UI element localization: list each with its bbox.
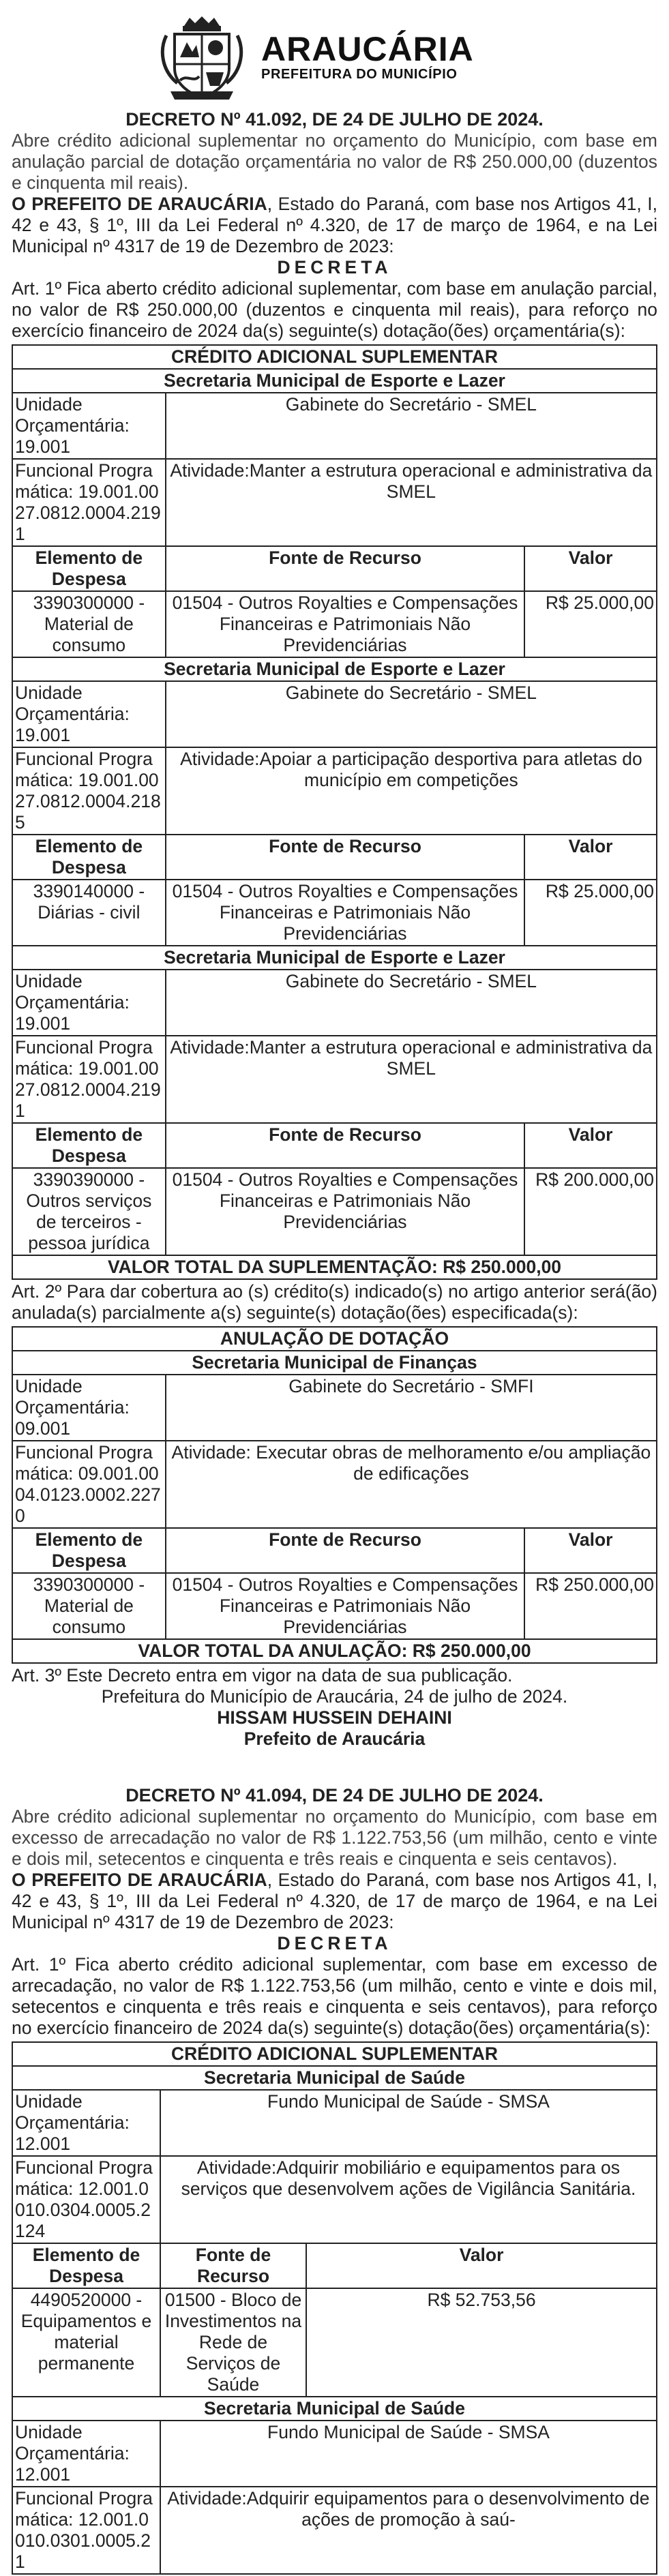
col-fonte: Fonte de Recurso (166, 835, 524, 880)
elemento-cell: 3390300000 - Material de consumo (12, 591, 166, 657)
unidade-label: Unidade Orçamentária: 19.001 (12, 970, 166, 1036)
funcional-label: Funcional Programática: 12.001.0010.0301.0005.21 (12, 2487, 160, 2574)
funcional-value: Atividade: Executar obras de melhoramento e/ou ampliação de edificações (166, 1441, 657, 1528)
unidade-value: Gabinete do Secretário - SMEL (166, 681, 657, 747)
secretaria-row: Secretaria Municipal de Saúde (12, 2066, 657, 2090)
preamble-authority: O PREFEITO DE ARAUCÁRIA (12, 1870, 267, 1890)
unidade-label: Unidade Orçamentária: 12.001 (12, 2421, 160, 2487)
col-fonte: Fonte de Recurso (166, 1123, 524, 1168)
elemento-cell: 3390140000 - Diárias - civil (12, 880, 166, 946)
unidade-label: Unidade Orçamentária: 19.001 (12, 681, 166, 747)
secretaria-row: Secretaria Municipal de Finanças (12, 1351, 657, 1375)
secretaria-row: Secretaria Municipal de Esporte e Lazer (12, 657, 657, 681)
article-1: Art. 1º Fica aberto crédito adicional suplementar, com base em anulação parcial, no valor de R$ 250.000,00 (duzentos e cinquenta mil reais), para reforço no exercício financeiro de 2024 da(s) seguinte(s) dotação(ões) orçamentária(s): (12, 278, 657, 341)
col-elemento: Elemento de Despesa (12, 1528, 166, 1573)
table-title: CRÉDITO ADICIONAL SUPLEMENTAR (12, 345, 657, 369)
total-row: VALOR TOTAL DA ANULAÇÃO: R$ 250.000,00 (12, 1639, 657, 1663)
fonte-cell: 01500 - Bloco de Investimentos na Rede de Serviços de Saúde (160, 2288, 306, 2397)
table-title: ANULAÇÃO DE DOTAÇÃO (12, 1327, 657, 1351)
unidade-label: Unidade Orçamentária: 09.001 (12, 1375, 166, 1441)
col-valor: Valor (524, 546, 657, 591)
secretaria-row: Secretaria Municipal de Esporte e Lazer (12, 946, 657, 970)
unidade-value: Gabinete do Secretário - SMFI (166, 1375, 657, 1441)
signer-name: HISSAM HUSSEIN DEHAINI (217, 1707, 452, 1728)
funcional-label: Funcional Programática: 19.001.0027.0812.0004.2191 (12, 459, 166, 546)
decreta-heading: DECRETA (277, 1933, 392, 1953)
decreta-heading: DECRETA (277, 257, 392, 278)
credit-table (12, 344, 657, 1280)
letterhead (0, 0, 669, 109)
brand-subtitle: PREFEITURA DO MUNICÍPIO (261, 67, 458, 82)
brand (261, 31, 474, 82)
unidade-label: Unidade Orçamentária: 12.001 (12, 2090, 160, 2156)
annulment-table (12, 1326, 657, 1664)
fonte-cell: 01504 - Outros Royalties e Compensações Financeiras e Patrimoniais Não Previdenciárias (166, 1168, 524, 1255)
col-valor: Valor (306, 2243, 657, 2288)
funcional-value: Atividade:Adquirir mobiliário e equipamentos para os serviços que desenvolvem ações de Vigilância Sanitária. (160, 2156, 657, 2243)
elemento-cell: 4490520000 - Equipamentos e material permanente (12, 2288, 160, 2397)
preamble-text: , Estado do Paraná, com base nos Artigos 41, I, 42 e 43, § 1º, III da Lei Federal nº 4.320, de 17 de março de 1964, e na Lei Municipal nº 4317 de 19 de Dezembro de 2023: (12, 1870, 658, 1932)
unidade-value: Gabinete do Secretário - SMEL (166, 970, 657, 1036)
col-valor: Valor (524, 1123, 657, 1168)
place-date: Prefeitura do Município de Araucária, 24 de julho de 2024. (101, 1686, 568, 1707)
preamble-authority: O PREFEITO DE ARAUCÁRIA (12, 194, 267, 214)
fonte-cell: 01504 - Outros Royalties e Compensações Financeiras e Patrimoniais Não Previdenciárias (166, 880, 524, 946)
unidade-value: Fundo Municipal de Saúde - SMSA (160, 2090, 657, 2156)
fonte-cell: 01504 - Outros Royalties e Compensações Financeiras e Patrimoniais Não Previdenciárias (166, 1573, 524, 1639)
fonte-cell: 01504 - Outros Royalties e Compensações Financeiras e Patrimoniais Não Previdenciárias (166, 591, 524, 657)
col-elemento: Elemento de Despesa (12, 1123, 166, 1168)
funcional-label: Funcional Programática: 09.001.0004.0123.0002.2270 (12, 1441, 166, 1528)
article-3: Art. 3º Este Decreto entra em vigor na data de sua publicação. (12, 1665, 513, 1686)
valor-cell: R$ 200.000,00 (524, 1168, 657, 1255)
coat-of-arms-icon (157, 15, 247, 102)
col-elemento: Elemento de Despesa (12, 2243, 160, 2288)
valor-cell: R$ 25.000,00 (524, 880, 657, 946)
col-valor: Valor (524, 835, 657, 880)
col-valor: Valor (524, 1528, 657, 1573)
col-elemento: Elemento de Despesa (12, 835, 166, 880)
decree-title: DECRETO Nº 41.092, DE 24 DE JULHO DE 2024. (125, 109, 544, 130)
decree-title: DECRETO Nº 41.094, DE 24 DE JULHO DE 2024. (125, 1785, 544, 1806)
secretaria-row: Secretaria Municipal de Esporte e Lazer (12, 369, 657, 393)
funcional-value: Atividade:Manter a estrutura operacional e administrativa da SMEL (166, 1036, 657, 1123)
unidade-value: Gabinete do Secretário - SMEL (166, 393, 657, 459)
unidade-label: Unidade Orçamentária: 19.001 (12, 393, 166, 459)
col-fonte: Fonte de Recurso (160, 2243, 306, 2288)
funcional-label: Funcional Programática: 19.001.0027.0812.0004.2191 (12, 1036, 166, 1123)
table-title: CRÉDITO ADICIONAL SUPLEMENTAR (12, 2042, 657, 2066)
credit-table (12, 2041, 657, 2575)
elemento-cell: 3390300000 - Material de consumo (12, 1573, 166, 1639)
funcional-value: Atividade:Apoiar a participação desportiva para atletas do município em competições (166, 747, 657, 835)
unidade-value: Fundo Municipal de Saúde - SMSA (160, 2421, 657, 2487)
valor-cell: R$ 25.000,00 (524, 591, 657, 657)
funcional-value: Atividade:Manter a estrutura operacional e administrativa da SMEL (166, 459, 657, 546)
funcional-label: Funcional Programática: 19.001.0027.0812.0004.2185 (12, 747, 166, 835)
decree-preamble (12, 194, 657, 257)
article-1: Art. 1º Fica aberto crédito adicional suplementar, com base em excesso de arrecadação, no valor de R$ 1.122.753,56 (um milhão, cento e vinte e dois mil, setecentos e cinquenta e três reais e cinquenta e seis centavos), para reforço no exercício financeiro de 2024 da(s) seguinte(s) dotação(ões) orçamentária(s): (12, 1954, 657, 2038)
decree-preamble (12, 1870, 657, 1933)
total-row: VALOR TOTAL DA SUPLEMENTAÇÃO: R$ 250.000,00 (12, 1255, 657, 1279)
preamble-text: , Estado do Paraná, com base nos Artigos 41, I, 42 e 43, § 1º, III da Lei Federal nº 4.320, de 17 de março de 1964, e na Lei Municipal nº 4317 de 19 de Dezembro de 2023: (12, 194, 658, 256)
col-fonte: Fonte de Recurso (166, 546, 524, 591)
col-fonte: Fonte de Recurso (166, 1528, 524, 1573)
decree-ementa: Abre crédito adicional suplementar no orçamento do Município, com base em excesso de arrecadação no valor de R$ 1.122.753,56 (um milhão, cento e vinte e dois mil, setecentos e cinquenta e três reais e cinquenta e seis centavos). (12, 1806, 657, 1869)
valor-cell: R$ 250.000,00 (524, 1573, 657, 1639)
valor-cell: R$ 52.753,56 (306, 2288, 657, 2397)
secretaria-row: Secretaria Municipal de Saúde (12, 2397, 657, 2421)
col-elemento: Elemento de Despesa (12, 546, 166, 591)
funcional-label: Funcional Programática: 12.001.0010.0304.0005.2124 (12, 2156, 160, 2243)
funcional-value: Atividade:Adquirir equipamentos para o desenvolvimento de ações de promoção à saú- (160, 2487, 657, 2574)
signer-role: Prefeito de Araucária (243, 1728, 426, 1749)
article-2: Art. 2º Para dar cobertura ao (s) crédito(s) indicado(s) no artigo anterior será(ão) anulada(s) parcialmente a(s) seguinte(s) dotação(ões) especificada(s): (12, 1281, 657, 1323)
document-body (0, 109, 669, 2575)
decree-ementa: Abre crédito adicional suplementar no orçamento do Município, com base em anulação parcial de dotação orçamentária no valor de R$ 250.000,00 (duzentos e cinquenta mil reais). (12, 130, 657, 193)
elemento-cell: 3390390000 - Outros serviços de terceiros - pessoa jurídica (12, 1168, 166, 1255)
brand-title: ARAUCÁRIA (261, 30, 474, 68)
